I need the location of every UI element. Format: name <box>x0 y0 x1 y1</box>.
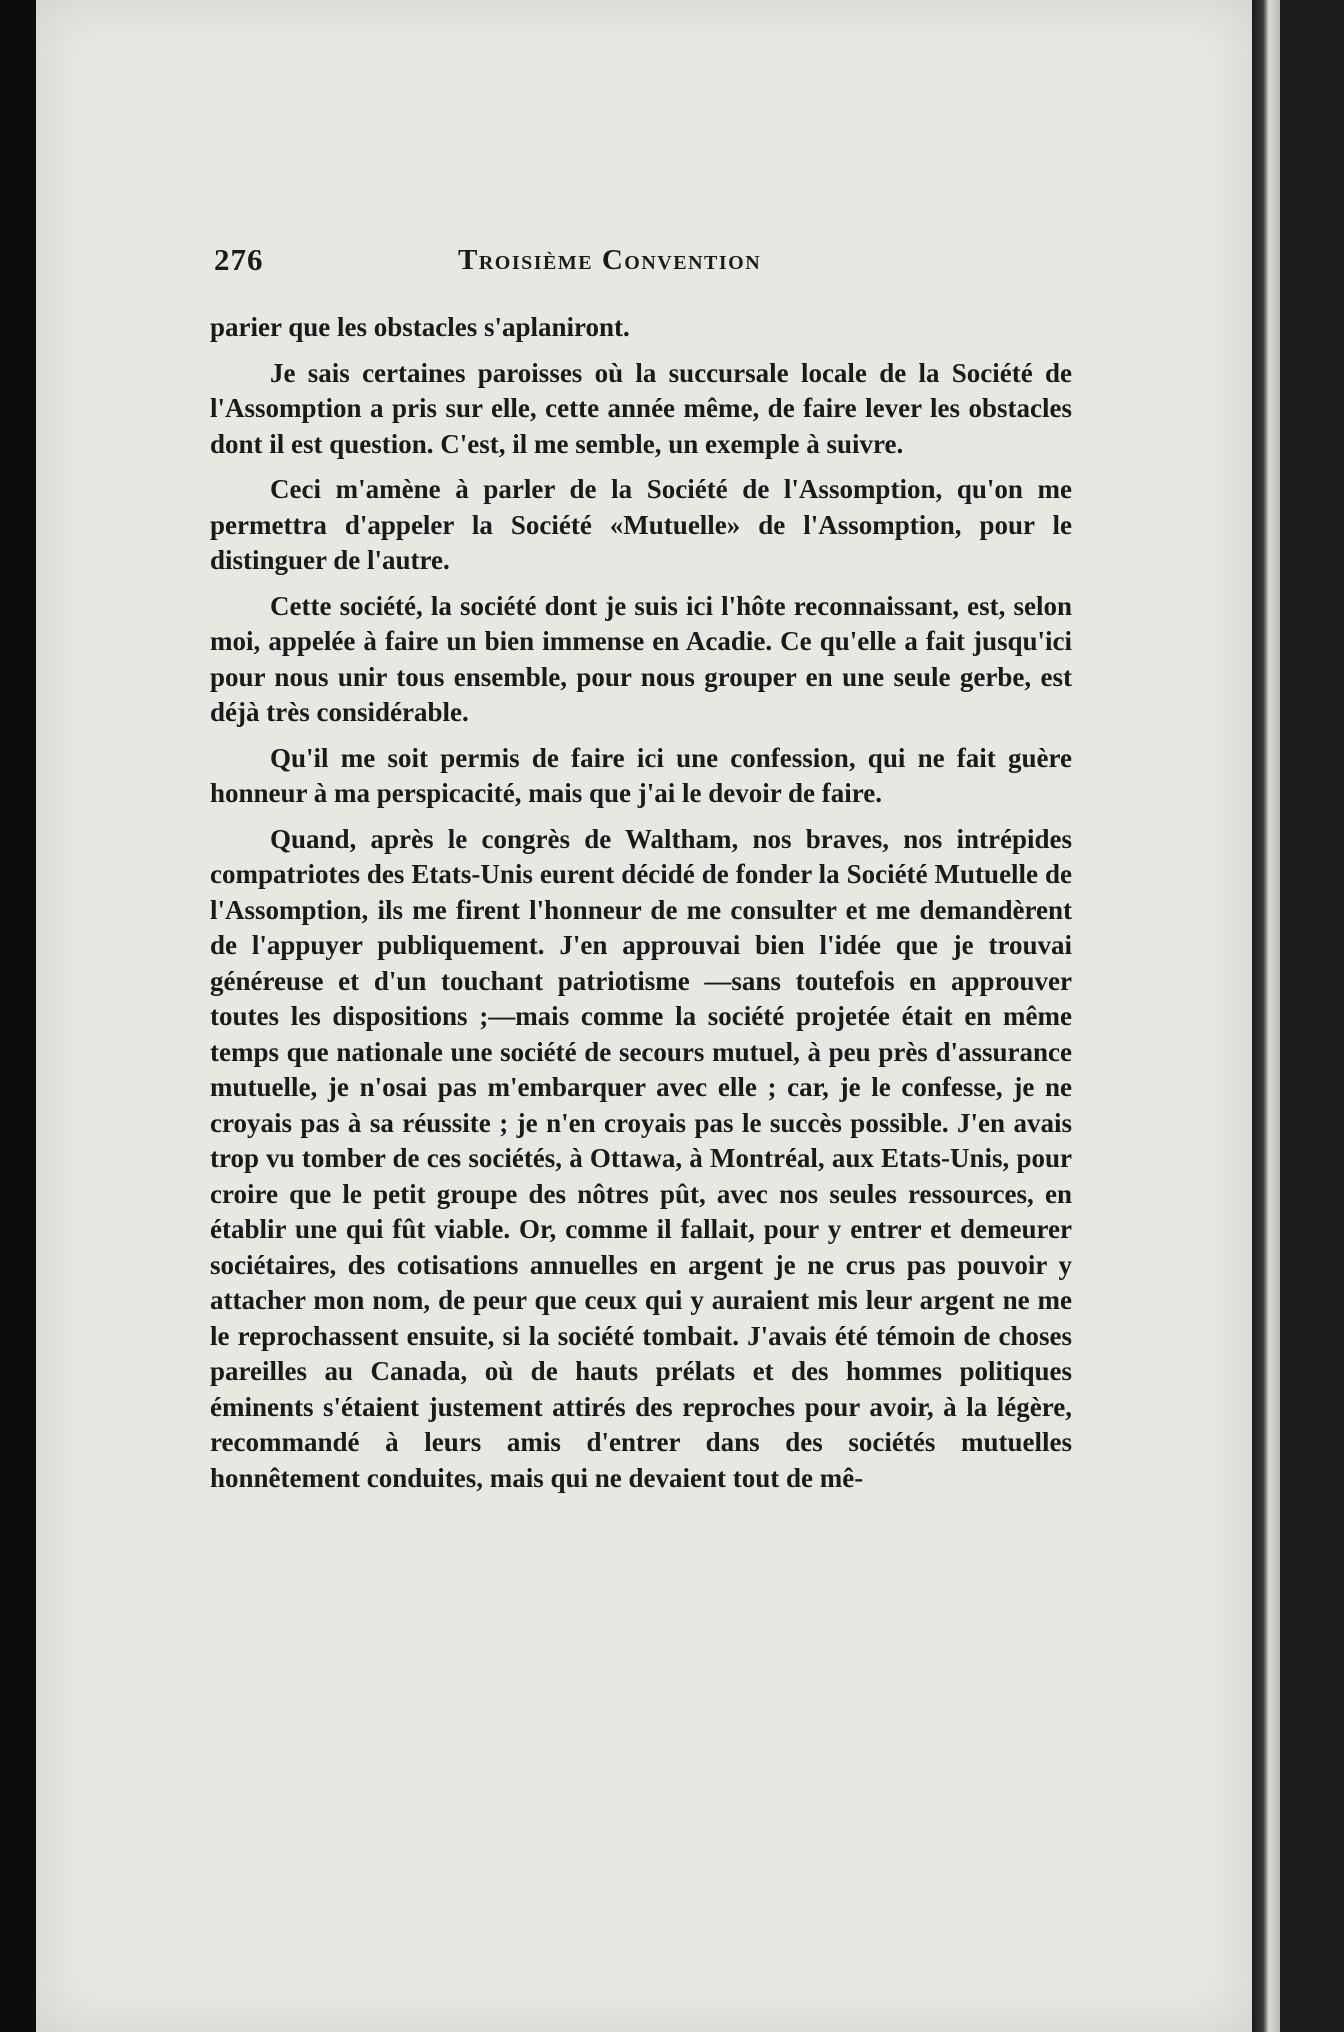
body-text <box>210 310 1072 1506</box>
paragraph: Qu'il me soit permis de faire ici une confession, qui ne fait guère honneur à ma perspicacité, mais que j'ai le devoir de faire. <box>210 742 1072 808</box>
paragraph: Je sais certaines paroisses où la succursale locale de la Société de l'Assomption a pris sur elle, cette année même, de faire lever les obstacles dont il est question. C'est, il me semble, un exemple à suivre. <box>210 357 1072 459</box>
page-header <box>214 242 1074 282</box>
running-title: Troisième Convention <box>458 244 762 276</box>
adjacent-page-edge <box>1280 0 1344 2032</box>
page-number: 276 <box>214 242 264 277</box>
paragraph: Cette société, la société dont je suis ici l'hôte reconnaissant, est, selon moi, appelée à faire un bien immense en Acadie. Ce qu'elle a fait jusqu'ici pour nous unir tous ensemble, pour nous grouper en une seule gerbe, est déjà très considérable. <box>210 590 1072 727</box>
paragraph-continuation: parier que les obstacles s'aplaniront. <box>210 312 630 342</box>
book-gutter <box>1252 0 1280 2032</box>
paragraph: Ceci m'amène à parler de la Société de l'Assomption, qu'on me permettra d'appeler la Société «Mutuelle» de l'Assomption, pour le distinguer de l'autre. <box>210 474 1072 575</box>
paragraph: Quand, après le congrès de Waltham, nos braves, nos intrépides compatriotes des Etats-Unis eurent décidé de fonder la Société Mutuelle de l'Assomption, ils me firent l'honneur de me consulter et me demandèrent de l'appuyer publiquement. J'en approuvai bien l'idée que je trouvai généreuse et d'un touchant patriotisme —sans toutefois en approuver toutes les dispositions ;—mais comme la société projetée était en même temps que nationale une société de secours mutuel, à peu près d'assurance mutuelle, je n'osai pas m'embarquer avec elle ; car, je le confesse, je ne croyais pas à sa réussite ; je n'en croyais pas le succès possible. J'en avais trop vu tomber de ces sociétés, à Ottawa, à Montréal, aux Etats-Unis, pour croire que le petit groupe des nôtres pût, avec nos seules ressources, en établir une qui fût viable. Or, comme il fallait, pour y entrer et demeurer sociétaires, des cotisations annuelles en argent je ne crus pas pouvoir y attacher mon nom, de peur que ceux qui y auraient mis leur argent ne me le reprochassent ensuite, si la société tombait. J'avais été témoin de choses pareilles au Canada, où de hauts prélats et des hommes politiques éminents s'étaient justement attirés des reproches pour avoir, à la légère, recommandé à leurs amis d'entrer dans des sociétés mutuelles honnêtement conduites, mais qui ne devaient tout de mê- <box>210 823 1072 1493</box>
